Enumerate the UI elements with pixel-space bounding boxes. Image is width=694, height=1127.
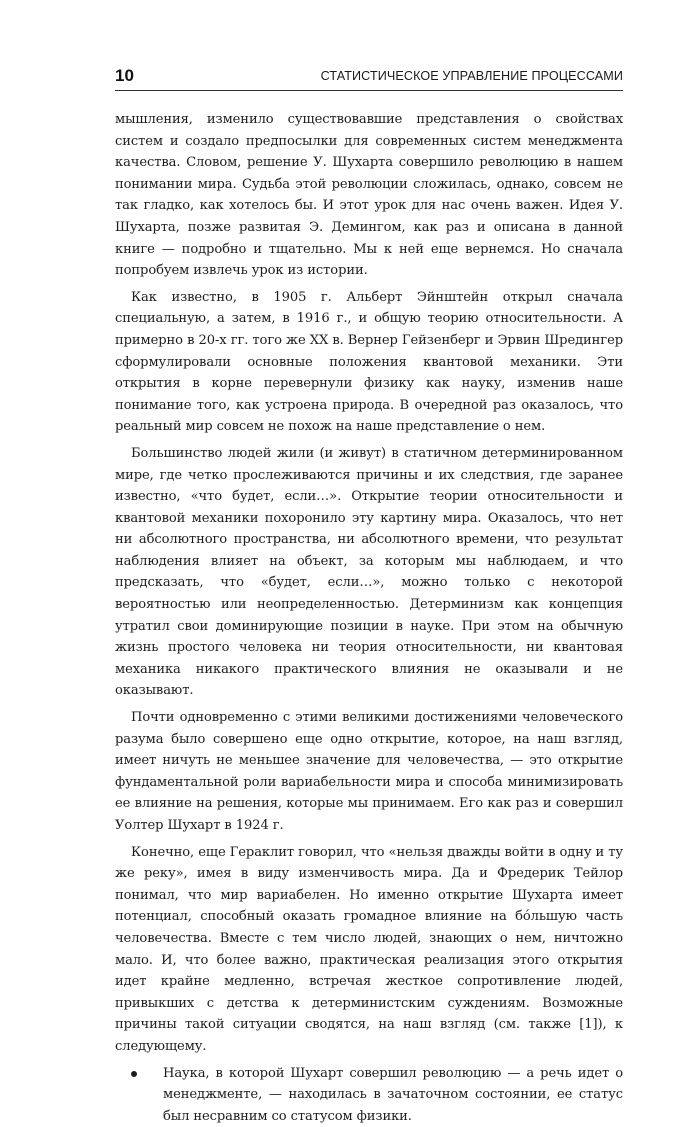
- body-text: [115, 109, 623, 1127]
- paragraph: мышления, изменило существовавшие представления о свойствах систем и создало предпосылки для современных систем менеджмента качества. Словом, решение У. Шухарта совершило революцию в нашем понимании мира. Судьба этой революции сложилась, однако, совсем не так гладко, как хотелось бы. И этот урок для нас очень важен. Идея У. Шухарта, позже развитая Э. Демингом, как раз и описана в данной книге — подробно и тщательно. Мы к ней еще вернемся. Но сначала попробуем извлечь урок из истории.: [115, 112, 623, 279]
- paragraph: Большинство людей жили (и живут) в статичном детерминированном мире, где четко прослеживаются причины и их следствия, где заранее известно, «что будет, если…». Открытие теории относительности и квантовой механики похоронило эту картину мира. Оказалось, что нет ни абсолютного пространства, ни абсолютного времени, что результат наблюдения влияет на объект, за которым мы наблюдаем, и что предсказать, что «будет, если…», можно только с некоторой вероятностью или неопределенностью. Детерминизм как концепция утратил свои доминирующие позиции в науке. При этом на обычную жизнь простого человека ни теория относительности, ни квантовая механика никакого практического влияния не оказывали и не оказывают.: [115, 445, 623, 699]
- paragraph: Почти одновременно с этими великими достижениями человеческого разума было совершено еще одно открытие, которое, на наш взгляд, имеет ничуть не меньшее значение для человечества, — это открытие фундаментальной роли вариабельности мира и способа минимизировать ее влияние на решения, которые мы принимаем. Его как раз и совершил Уолтер Шухарт в 1924 г.: [115, 710, 623, 833]
- page-number: 10: [115, 66, 134, 85]
- running-title: СТАТИСТИЧЕСКОЕ УПРАВЛЕНИЕ ПРОЦЕССАМИ: [320, 69, 623, 83]
- page-header: [115, 66, 623, 88]
- header-rule: [115, 90, 623, 91]
- bullet-list: [115, 1063, 623, 1127]
- paragraph: Конечно, еще Гераклит говорил, что «нельзя дважды войти в одну и ту же реку», имея в виду изменчивость мира. Да и Фредерик Тейлор понимал, что мир вариабелен. Но именно открытие Шухарта имеет потенциал, способный оказать громадное влияние на бóльшую часть человечества. Вместе с тем число людей, знающих о нем, ничтожно мало. И, что более важно, практическая реализация этого открытия идет крайне медленно, встречая жесткое сопротивление людей, привыкших с детства к детерминистским суждениям. Возможные причины такой ситуации сводятся, на наш взгляд (см. также [1]), к следующему.: [115, 844, 623, 1054]
- list-item-text: Наука, в которой Шухарт совершил революцию — а речь идет о менеджменте, — находилась в зачаточном состоянии, ее статус был несравним со статусом физики.: [163, 1065, 623, 1124]
- bullet-dot-icon: [131, 1071, 137, 1077]
- paragraph: Как известно, в 1905 г. Альберт Эйнштейн открыл сначала специальную, а затем, в 1916 г., и общую теорию относительности. А примерно в 20-х гг. того же XX в. Вернер Гейзенберг и Эрвин Шредингер сформулировали основные положения квантовой механики. Эти открытия в корне перевернули физику как науку, изменив наше понимание того, как устроена природа. В очередной раз оказалось, что реальный мир совсем не похож на наше представление о нем.: [115, 289, 623, 435]
- list-item: [115, 1063, 623, 1127]
